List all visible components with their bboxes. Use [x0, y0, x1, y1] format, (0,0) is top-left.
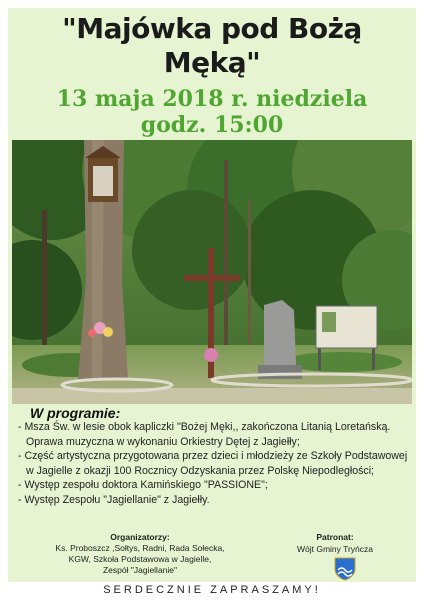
organizers-line: Zespół "Jagiellanie" [102, 565, 178, 575]
program-item: - Występ Zespołu "Jagiellanie" z Jagiełły. [18, 493, 210, 506]
event-time: godz. 15:00 [140, 112, 284, 138]
poster-title: "Majówka pod Bożą Męką" [62, 12, 362, 79]
patron-heading: Patronat: [316, 532, 354, 542]
program-item: - Msza Św. w lesie obok kapliczki "Bożej Męki,, zakończona Litanią Loretańską. Oprawa muzyczna w wykonaniu Orkiestry Dętej z Jagiełły; [18, 421, 391, 448]
municipality-crest-icon [334, 557, 356, 581]
program-heading: W programie: [30, 405, 121, 421]
organizers-line: Ks. Proboszcz ,Sołtys, Radni, Rada Sołecka, [55, 543, 225, 553]
invitation-footer: SERDECZNIE ZAPRASZAMY! [103, 584, 321, 596]
program-item: - Występ zespołu doktora Kamińskiego "PASSIONE"; [18, 479, 268, 492]
event-date: 13 maja 2018 r. niedziela [56, 86, 368, 112]
organizers-heading: Organizatorzy: [110, 532, 170, 542]
program-item: - Część artystyczna przygotowana przez dzieci i młodzieży ze Szkoły Podstawowej w Jagielle z okazji 100 Rocznicy Odzyskania przez Polskę Niepodległości; [18, 450, 408, 477]
program-list [18, 420, 410, 508]
forest-chapel-image [12, 140, 412, 404]
organizers-line: KGW, Szkoła Podstawowa w Jagielle, [68, 554, 212, 564]
forest-photo [12, 140, 412, 404]
organizers-text [20, 543, 260, 576]
patron-text: Wójt Gminy Tryńcza [296, 544, 374, 554]
